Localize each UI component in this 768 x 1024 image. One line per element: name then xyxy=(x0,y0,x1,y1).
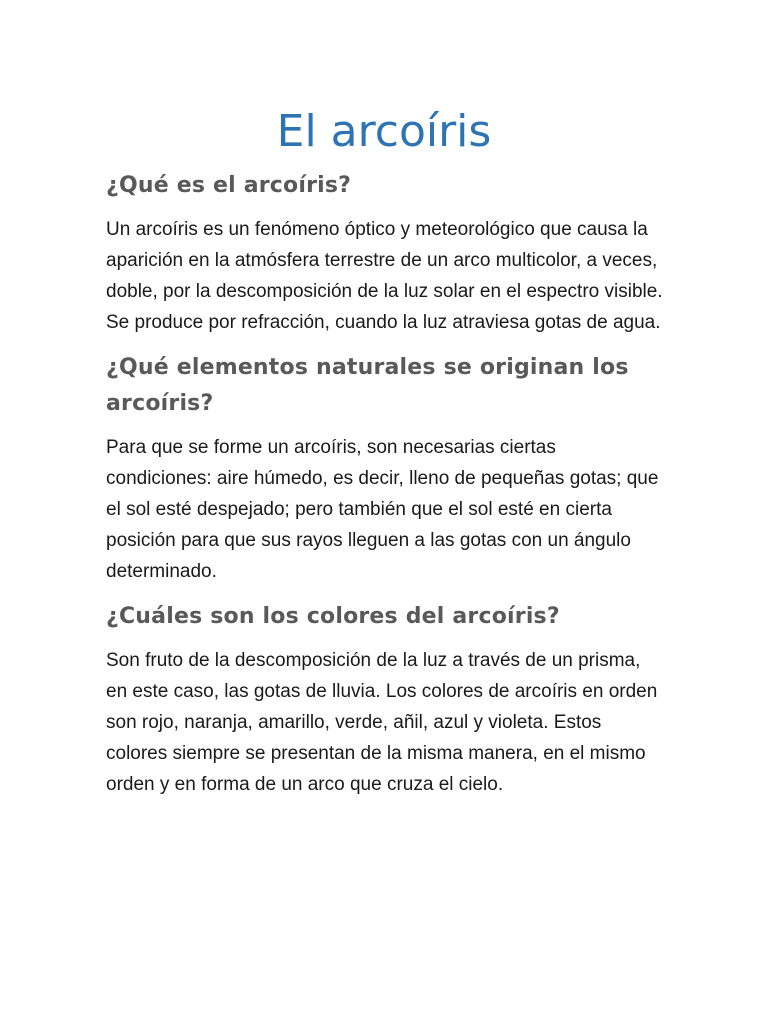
document-title: El arcoíris xyxy=(276,106,492,157)
section-body-colors: Son fruto de la descomposición de la luz a través de un prisma, en este caso, las gotas de lluvia. Los colores de arcoíris en orden son rojo, naranja, amarillo, verde, añil, azul y violeta. Estos colores siempre se presentan de la misma manera, en el mismo orden y en forma de un arco que cruza el cielo. xyxy=(106,650,658,795)
section-body-what-is: Un arcoíris es un fenómeno óptico y meteorológico que causa la aparición en la atmósfera terrestre de un arco multicolor, a veces, doble, por la descomposición de la luz solar en el espectro visible. Se produce por refracción, cuando la luz atraviesa gotas de agua. xyxy=(106,219,663,333)
document-body xyxy=(106,168,666,800)
section-heading-what-is: ¿Qué es el arcoíris? xyxy=(106,173,352,198)
section-heading-colors: ¿Cuáles son los colores del arcoíris? xyxy=(106,604,560,629)
section-body-natural-elements: Para que se forme un arcoíris, son necesarias ciertas condiciones: aire húmedo, es decir, lleno de pequeñas gotas; que el sol esté despejado; pero también que el sol esté en cierta posición para que sus rayos lleguen a las gotas con un ángulo determinado. xyxy=(106,437,659,582)
section-heading-natural-elements: ¿Qué elementos naturales se originan los arcoíris? xyxy=(106,355,629,416)
